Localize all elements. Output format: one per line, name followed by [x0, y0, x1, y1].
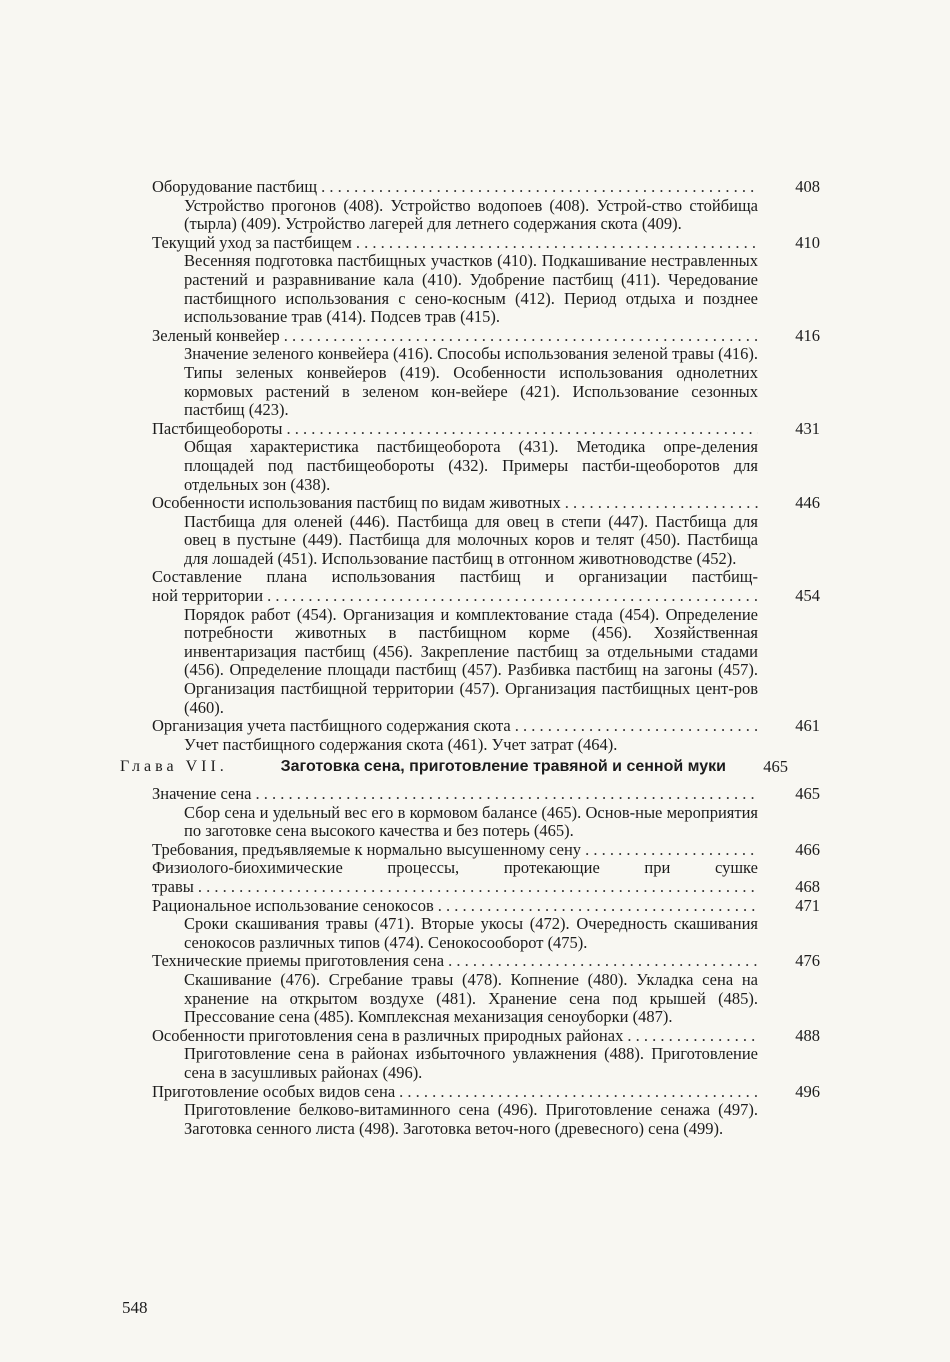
- leader-dots: [448, 952, 758, 971]
- toc-entry-description: Учет пастбищного содержания скота (461). Учет затрат (464).: [184, 734, 618, 754]
- leader-dots: [399, 1083, 758, 1102]
- toc-entry-page: 488: [795, 1025, 820, 1045]
- toc-entry-title-line: [152, 178, 820, 197]
- toc-entry-page: 461: [795, 716, 820, 736]
- toc-entry-title: Требования, предъявляемые к нормально высушенному сену: [152, 839, 582, 859]
- toc-entry-page: 466: [795, 839, 820, 859]
- toc-entry-description: Сроки скашивания травы (471). Вторые укосы (472). Очередность скашивания сенокосов различных типов (474). Сенокосооборот (475).: [184, 914, 758, 952]
- page-number: 548: [122, 1298, 148, 1317]
- toc-entry: [152, 234, 820, 327]
- toc-entry-title-line: [152, 1083, 820, 1102]
- toc-entry-page: 410: [795, 232, 820, 252]
- leader-dots: [256, 785, 759, 804]
- toc-entry-title: травы: [152, 876, 194, 896]
- toc-entry-description: Скашивание (476). Сгребание травы (478). Копнение (480). Укладка сена на хранение на открытом воздухе (481). Хранение сена под крышей (485). Прессование сена (485). Комплексная механизация сеноуборки (487).: [184, 969, 758, 1027]
- toc-entry-title-line: [152, 420, 820, 439]
- leader-dots: [321, 178, 758, 197]
- leader-dots: [287, 420, 758, 439]
- toc-entry-page: 465: [795, 784, 820, 803]
- toc-entry-title-line: [152, 717, 820, 736]
- toc-entry-description: Значение зеленого конвейера (416). Способы использования зеленой травы (416). Типы зеленых конвейеров (419). Особенности использования однолетних кормовых растений в зеленом кон-вейере (421). Использование сезонных пастбищ (423).: [184, 344, 758, 420]
- toc-entry: [152, 841, 820, 860]
- leader-dots: [585, 841, 758, 860]
- toc-entry-title: Оборудование пастбищ: [152, 177, 318, 196]
- leader-dots: [198, 878, 758, 897]
- toc-entry-title: Приготовление особых видов сена: [152, 1081, 396, 1101]
- toc-entry: [152, 494, 820, 568]
- leader-dots: [627, 1027, 758, 1046]
- toc-entry-title: ной территории: [152, 586, 264, 606]
- toc-entry-description: Устройство прогонов (408). Устройство водопоев (408). Устрой-ство стойбища (тырла) (409). Устройство лагерей для летнего содержания скота (409).: [184, 195, 758, 234]
- toc-entry: [152, 568, 820, 717]
- toc-entry: [152, 952, 820, 1026]
- toc-entry-description: Сбор сена и удельный вес его в кормовом балансе (465). Основ-ные мероприятия по заготовке сена высокого качества и без потерь (465).: [184, 802, 758, 841]
- toc-entry-title-line: [152, 494, 820, 513]
- leader-dots: [515, 717, 758, 736]
- toc-entry-description: Приготовление белково-витаминного сена (496). Приготовление сенажа (497). Заготовка сенного листа (498). Заготовка веточ-ного (древесного) сена (499).: [184, 1100, 758, 1138]
- toc-entry-title: Значение сена: [152, 784, 252, 803]
- chapter-heading: [120, 757, 820, 777]
- toc-entry-page: 446: [795, 493, 820, 513]
- toc-entry-title: Особенности приготовления сена в различных природных районах: [152, 1025, 624, 1045]
- toc-entry-title-line: [152, 785, 820, 804]
- toc-entry-description: Порядок работ (454). Организация и комплектование стада (454). Определение потребности животных в пастбищном корме (456). Хозяйственная инвентаризация пастбищ (456). Закрепление пастбищ за отдельными стадами (456). Определение площади пастбищ (457). Разбивка пастбищ на загоны (457). Организация пастбищной территории (457). Организация пастбищных цент-ров (460).: [184, 604, 758, 717]
- leader-dots: [284, 327, 758, 346]
- toc-entry-title: Пастбищеобороты: [152, 418, 283, 438]
- toc-entry-title: Организация учета пастбищного содержания скота: [152, 716, 511, 736]
- toc-entry: [152, 859, 820, 896]
- toc-entry: [152, 1027, 820, 1083]
- toc-entry-description: Приготовление сена в районах избыточного увлажнения (488). Приготовление сена в засушливых районах (496).: [184, 1044, 758, 1082]
- toc-entry-page: 468: [795, 876, 820, 896]
- toc-entry-title-line: [152, 587, 820, 606]
- leader-dots: [565, 494, 758, 513]
- leader-dots: [356, 234, 758, 253]
- table-of-contents: [120, 177, 820, 1138]
- toc-entry-description: Пастбища для оленей (446). Пастбища для овец в степи (447). Пастбища для овец в пустыне (449). Пастбища для молочных коров и телят (450). Пастбища для лошадей (451). Использование пастбищ в отгонном животноводстве (452).: [184, 511, 758, 568]
- chapter-title-line: [120, 758, 820, 777]
- toc-entry-title: Зеленый конвейер: [152, 325, 280, 345]
- toc-entry-page: 408: [795, 177, 820, 196]
- toc-entry-title: Рациональное использование сенокосов: [152, 895, 434, 915]
- toc-entry-page: 431: [795, 418, 820, 438]
- toc-entry-title-line: [152, 841, 820, 860]
- toc-entry: [152, 327, 820, 420]
- chapter-title: Заготовка сена, приготовление травяной и сенной муки: [280, 758, 726, 776]
- toc-entry-description: Общая характеристика пастбищеоборота (431). Методика опре-деления площадей под пастбищеобороты (432). Примеры пастби-щеоборотов для отдельных зон (438).: [184, 437, 758, 494]
- toc-entry-page: 454: [795, 586, 820, 606]
- toc-entry: [152, 1083, 820, 1139]
- chapter-page: 465: [763, 757, 788, 777]
- toc-entry-title-line: [152, 234, 820, 253]
- toc-entry-title-first-line: Составление плана использования пастбищ и организации пастбищ-: [152, 567, 758, 587]
- toc-entry: [152, 785, 820, 841]
- toc-entry: [152, 420, 820, 494]
- toc-entry-title-line: [152, 1027, 820, 1046]
- toc-entry: [152, 717, 820, 754]
- toc-entry-title: Технические приемы приготовления сена: [152, 951, 445, 971]
- toc-entry-title-line: [152, 897, 820, 916]
- toc-entry-page: 416: [795, 325, 820, 345]
- leader-dots: [267, 587, 758, 606]
- toc-entry: [152, 178, 820, 234]
- toc-entry-page: 496: [795, 1081, 820, 1101]
- toc-entry-page: 476: [795, 951, 820, 971]
- toc-entry-title-first-line: Физиолого-биохимические процессы, протекающие при сушке: [152, 858, 758, 878]
- chapter-label: Глава VII.: [120, 758, 228, 776]
- leader-dots: [438, 897, 758, 916]
- toc-entry-title-line: [152, 327, 820, 346]
- toc-entry-title-line: [152, 878, 820, 897]
- toc-entry-title: Особенности использования пастбищ по видам животных: [152, 493, 561, 513]
- toc-entry-title-line: [152, 952, 820, 971]
- toc-entry-title: Текущий уход за пастбищем: [152, 232, 352, 252]
- toc-entry-description: Весенняя подготовка пастбищных участков (410). Подкашивание нестравленных растений и разравнивание кала (410). Удобрение пастбищ (411). Чередование пастбищного использования с сено-косным (412). Период отдыха и позднее использование трав (414). Подсев трав (415).: [184, 251, 758, 327]
- toc-entry: [152, 897, 820, 953]
- chapter-title-wrap: [120, 758, 726, 777]
- toc-entry-page: 471: [795, 895, 820, 915]
